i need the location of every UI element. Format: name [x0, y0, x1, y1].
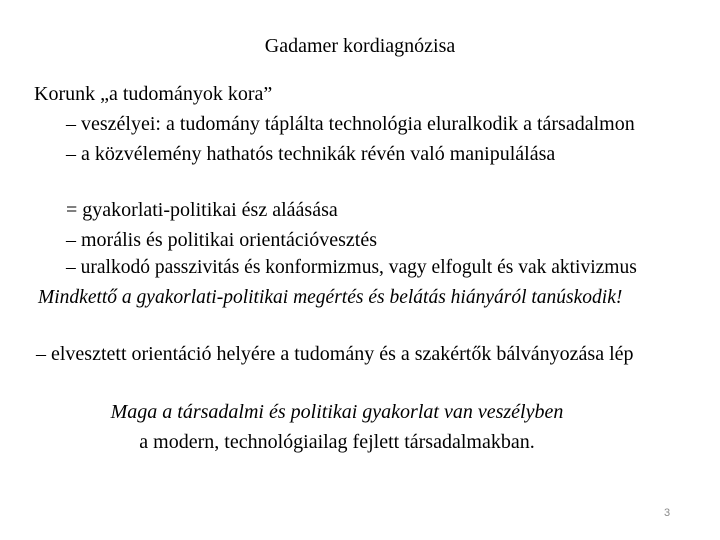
consequence-item: = gyakorlati-politikai ész aláásása	[66, 199, 338, 221]
replacement-line: – elvesztett orientáció helyére a tudomány és a szakértők bálványozása lép	[36, 343, 634, 365]
closing-line: a modern, technológiailag fejlett társadalmakban.	[139, 431, 535, 453]
danger-item: – veszélyei: a tudomány táplálta technológia eluralkodik a társadalmon	[66, 113, 635, 135]
slide-title: Gadamer kordiagnózisa	[264, 35, 456, 57]
intro-line: Korunk „a tudományok kora”	[34, 83, 273, 105]
page-number: 3	[664, 507, 671, 519]
consequence-item: – uralkodó passzivitás és konformizmus, vagy elfogult és vak aktivizmus	[66, 257, 637, 278]
danger-item: – a közvélemény hathatós technikák révén való manipulálása	[66, 143, 556, 165]
consequence-item: – morális és politikai orientációvesztés	[66, 229, 378, 251]
closing-italic-line: Maga a társadalmi és politikai gyakorlat van veszélyben	[110, 401, 564, 423]
conclusion-line: Mindkettő a gyakorlati-politikai megértés és belátás hiányáról tanúskodik!	[38, 287, 623, 308]
